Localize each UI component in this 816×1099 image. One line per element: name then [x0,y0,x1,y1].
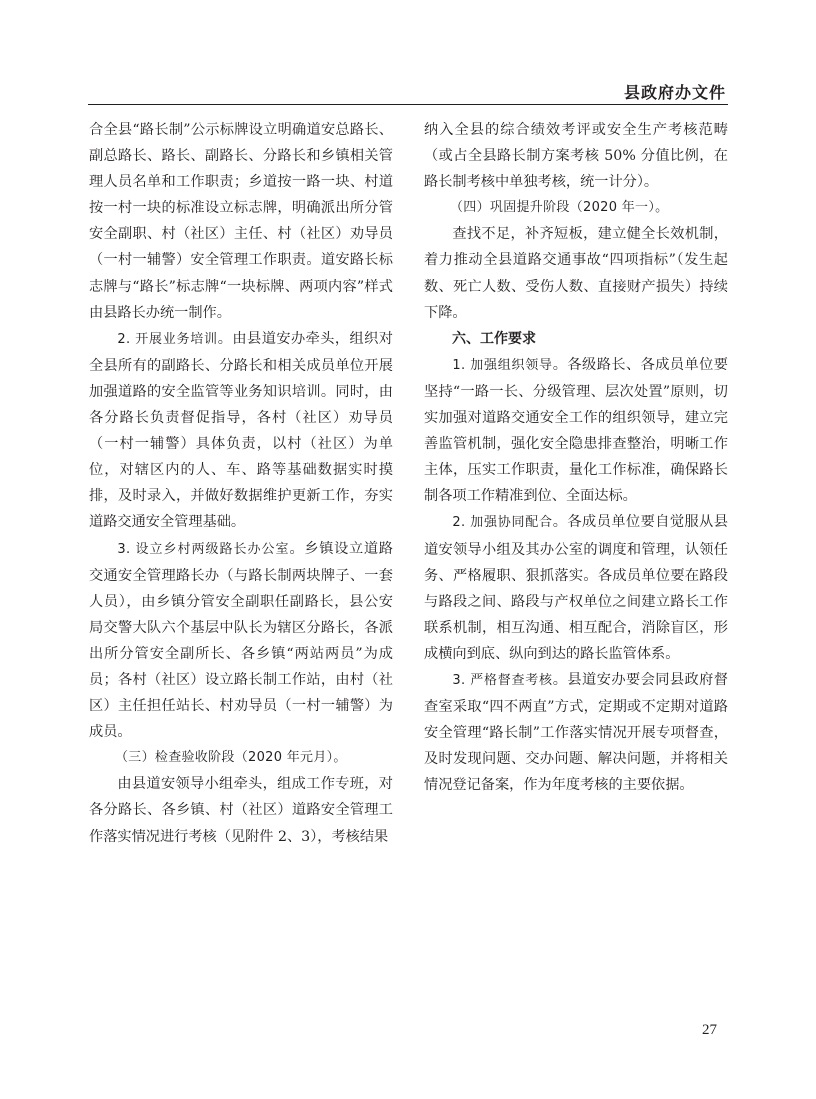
item-label-inspection: 3. 严格督查考核 [452,672,553,688]
left-column [89,117,393,850]
item-text-training: 。由县道安办牵头，组织对全县所有的副路长、分路长和相关成员单位开展加强道路的安全监管等业务知识培训。同时，由各分路长负责督促指导，各村（社区）劝导员（一村一辅警）具体负责，以村（社区）为单位，对辖区内的人、车、路等基础数据实时摸排，及时录入，并做好数据维护更新工作，夯实道路交通安全管理基础。 [89,330,393,531]
left-paragraph-3 [89,536,393,746]
item-label-office: 3. 设立乡村两级路长办公室 [117,541,290,557]
right-paragraph-4 [424,352,728,510]
right-paragraph-3: 查找不足，补齐短板，建立健全长效机制，着力推动全县道路交通事故“四项指标”（发生起数、死亡人数、受伤人数、直接财产损失）持续下降。 [424,226,728,321]
right-paragraph-1: 纳入全县的综合绩效考评或安全生产考核范畴（或占全县路长制方案考核 50% 分值比例，在路长制考核中单独考核，统一计分）。 [424,122,728,191]
item-text-office: 。乡镇设立道路交通安全管理路长办（与路长制两块牌子、一套人员），由乡镇分管安全副职任副路长，县公安局交警大队六个基层中队长为辖区分路长，各派出所分管安全副所长、各乡镇“两站两员”为成员；各村（社区）设立路长制工作站，由村（社区）主任担任站长、村劝导员（一村一辅警）为成员。 [89,540,393,741]
section-title: 六、工作要求 [452,330,536,347]
left-paragraph-5: 由县道安领导小组牵头，组成工作专班，对各分路长、各乡镇、村（社区）道路安全管理工作落实情况进行考核（见附件 2、3），考核结果 [89,776,393,845]
item-text-inspection: 。县道安办要会同县政府督查室采取“四不两直”方式，定期或不定期对道路安全管理“路长制”工作落实情况开展专项督查，及时发现问题、交办问题、解决问题，并将相关情况登记备案，作为年度考核的主要依据。 [424,671,728,794]
right-paragraph-6 [424,667,728,798]
item-label-leadership: 1. 加强组织领导 [452,357,553,373]
stage-heading-consolidation: （四）巩固提升阶段（2020 年一）。 [450,200,669,216]
stage-heading-inspection: （三）检查验收阶段（2020 年元月）。 [115,750,347,766]
header-rule [88,104,728,105]
right-column [424,117,728,798]
right-paragraph-5 [424,509,728,667]
page-number: 27 [702,1022,717,1038]
left-paragraph-2 [89,326,393,536]
header-title: 县政府办文件 [623,83,726,102]
item-label-training: 2. 开展业务培训 [117,331,218,347]
left-paragraph-1: 合全县“路长制”公示标牌设立明确道安总路长、副总路长、路长、副路长、分路长和乡镇相关管理人员名单和工作职责；乡道按一路一块、村道按一村一块的标准设立标志牌，明确派出所分管安全副职、村（社区）主任、村（社区）劝导员（一村一辅警）安全管理工作职责。道安路长标志牌与“路长”标志牌“一块标牌、两项内容”样式由县路长办统一制作。 [89,122,393,321]
item-text-coordination: 。各成员单位要自觉服从县道安领导小组及其办公室的调度和管理，认领任务、严格履职、狠抓落实。各成员单位要在路段与路段之间、路段与产权单位之间建立路长工作联系机制，相互沟通、相互配合，消除盲区，形成横向到底、纵向到达的路长监管体系。 [424,514,728,662]
item-label-coordination: 2. 加强协同配合 [452,515,553,531]
item-text-leadership: 。各级路长、各成员单位要坚持“一路一长、分级管理、层次处置”原则，切实加强对道路交通安全工作的组织领导，建立完善监管机制，强化安全隐患排查整治，明晰工作主体，压实工作职责，量化工作标准，确保路长制各项工作精准到位、全面达标。 [424,356,728,505]
